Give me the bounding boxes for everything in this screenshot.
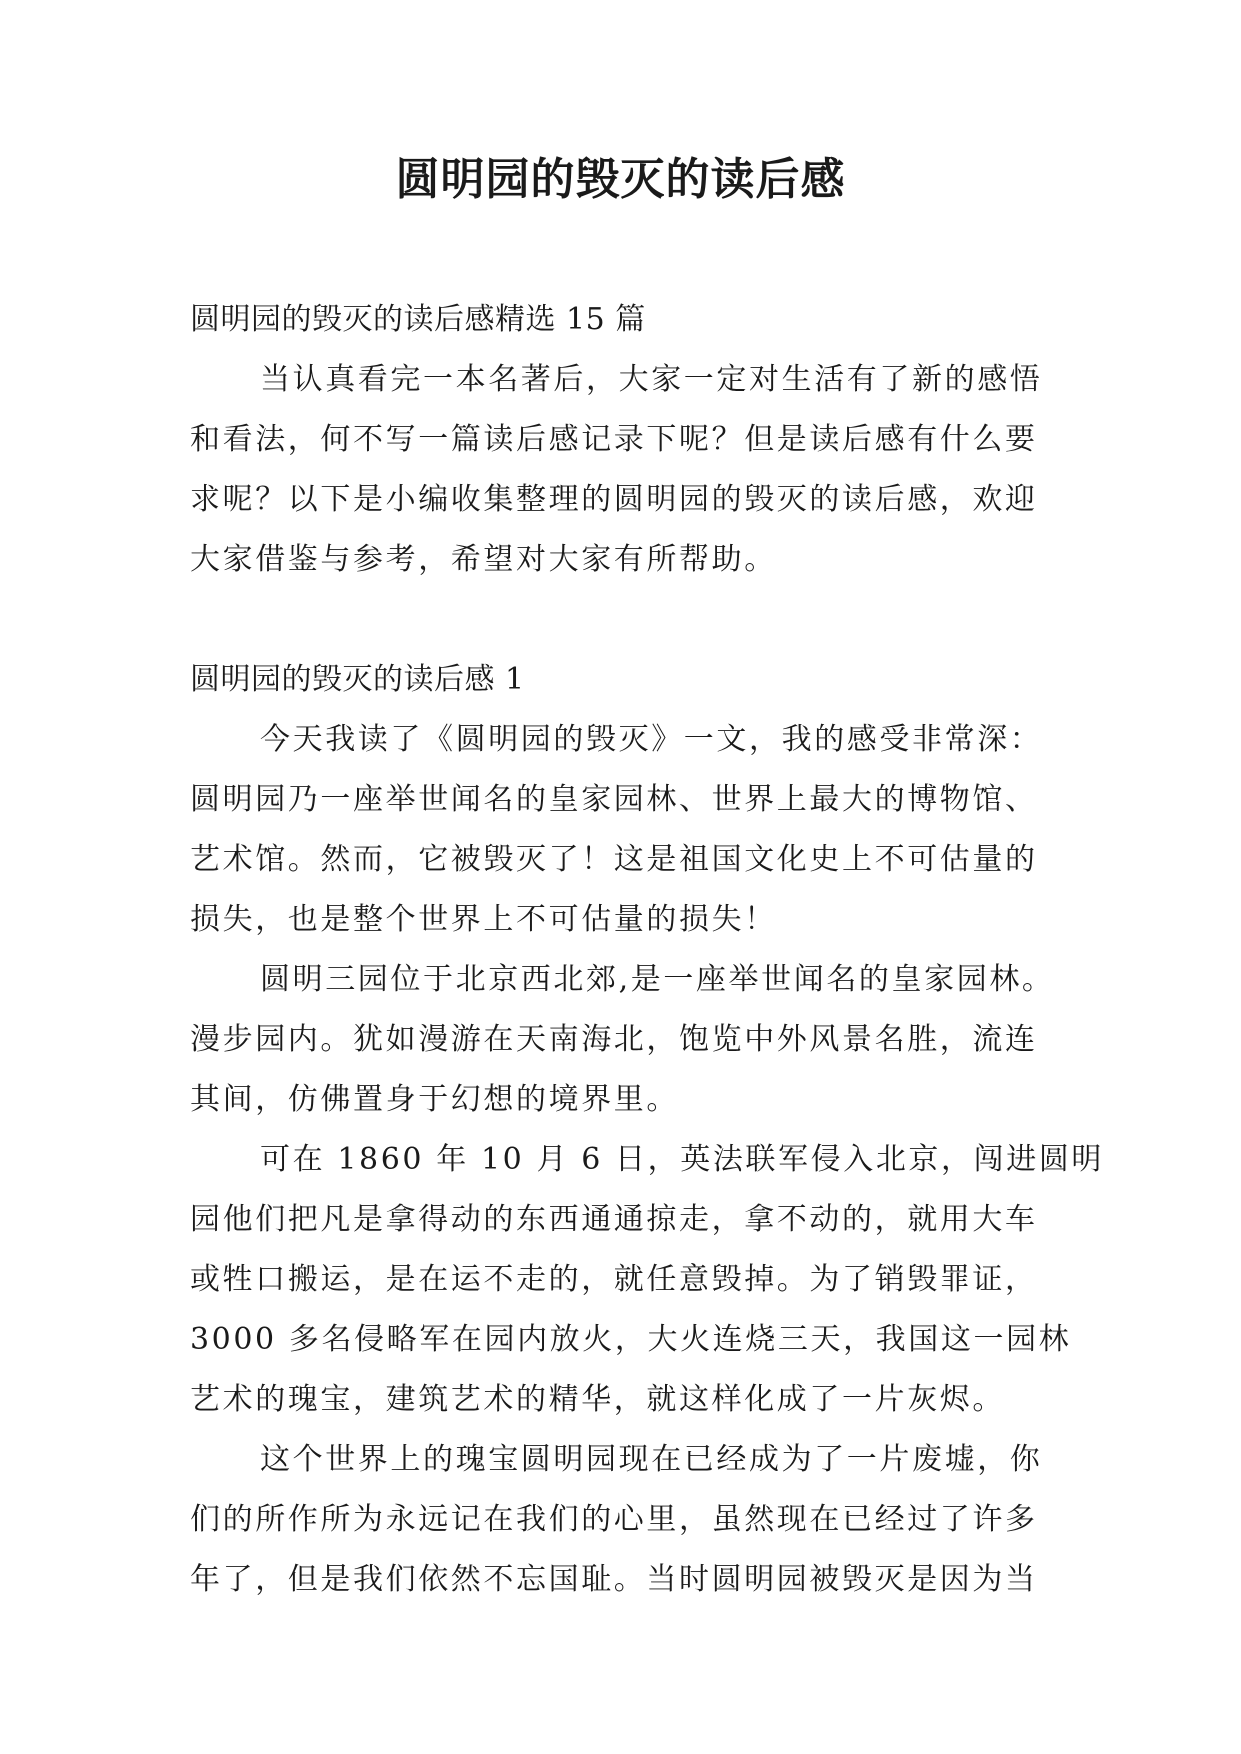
paragraph-line: 或牲口搬运，是在运不走的，就任意毁掉。为了销毁罪证， (190, 1262, 1038, 1297)
paragraph-line: 当认真看完一本名著后，大家一定对生活有了新的感悟 (260, 362, 1043, 397)
paragraph-line: 损失，也是整个世界上不可估量的损失！ (190, 902, 777, 937)
paragraph-line: 和看法，何不写一篇读后感记录下呢？但是读后感有什么要 (190, 422, 1038, 457)
paragraph-line: 漫步园内。犹如漫游在天南海北，饱览中外风景名胜，流连 (190, 1022, 1038, 1057)
paragraph-line: 圆明园乃一座举世闻名的皇家园林、世界上最大的博物馆、 (190, 782, 1038, 817)
document-title: 圆明园的毁灭的读后感 (395, 154, 846, 205)
paragraph-line: 其间，仿佛置身于幻想的境界里。 (190, 1082, 679, 1117)
paragraph-line: 们的所作所为永远记在我们的心里，虽然现在已经过了许多 (190, 1502, 1038, 1537)
section-heading: 圆明园的毁灭的读后感 1 (190, 662, 525, 697)
paragraph-line: 可在 1860 年 10 月 6 日，英法联军侵入北京，闯进圆明 (260, 1142, 1105, 1177)
paragraph-line: 3000 多名侵略军在园内放火，大火连烧三天，我国这一园林 (190, 1322, 1072, 1357)
section-heading: 圆明园的毁灭的读后感精选 15 篇 (190, 302, 646, 337)
blank-line (190, 590, 1062, 650)
paragraph-line: 这个世界上的瑰宝圆明园现在已经成为了一片废墟，你 (260, 1442, 1043, 1477)
paragraph-line: 园他们把凡是拿得动的东西通通掠走，拿不动的，就用大车 (190, 1202, 1038, 1237)
paragraph-line: 圆明三园位于北京西北郊,是一座举世闻名的皇家园林。 (260, 962, 1055, 997)
document-body (190, 290, 1105, 1610)
paragraph-line: 艺术的瑰宝，建筑艺术的精华，就这样化成了一片灰烬。 (190, 1382, 1005, 1417)
paragraph-line: 求呢？以下是小编收集整理的圆明园的毁灭的读后感，欢迎 (190, 482, 1038, 517)
paragraph-line: 大家借鉴与参考，希望对大家有所帮助。 (190, 542, 777, 577)
paragraph-line: 艺术馆。然而，它被毁灭了！这是祖国文化史上不可估量的 (190, 842, 1038, 877)
paragraph-line: 年了，但是我们依然不忘国耻。当时圆明园被毁灭是因为当 (190, 1562, 1038, 1597)
paragraph-line: 今天我读了《圆明园的毁灭》一文，我的感受非常深： (260, 722, 1043, 757)
